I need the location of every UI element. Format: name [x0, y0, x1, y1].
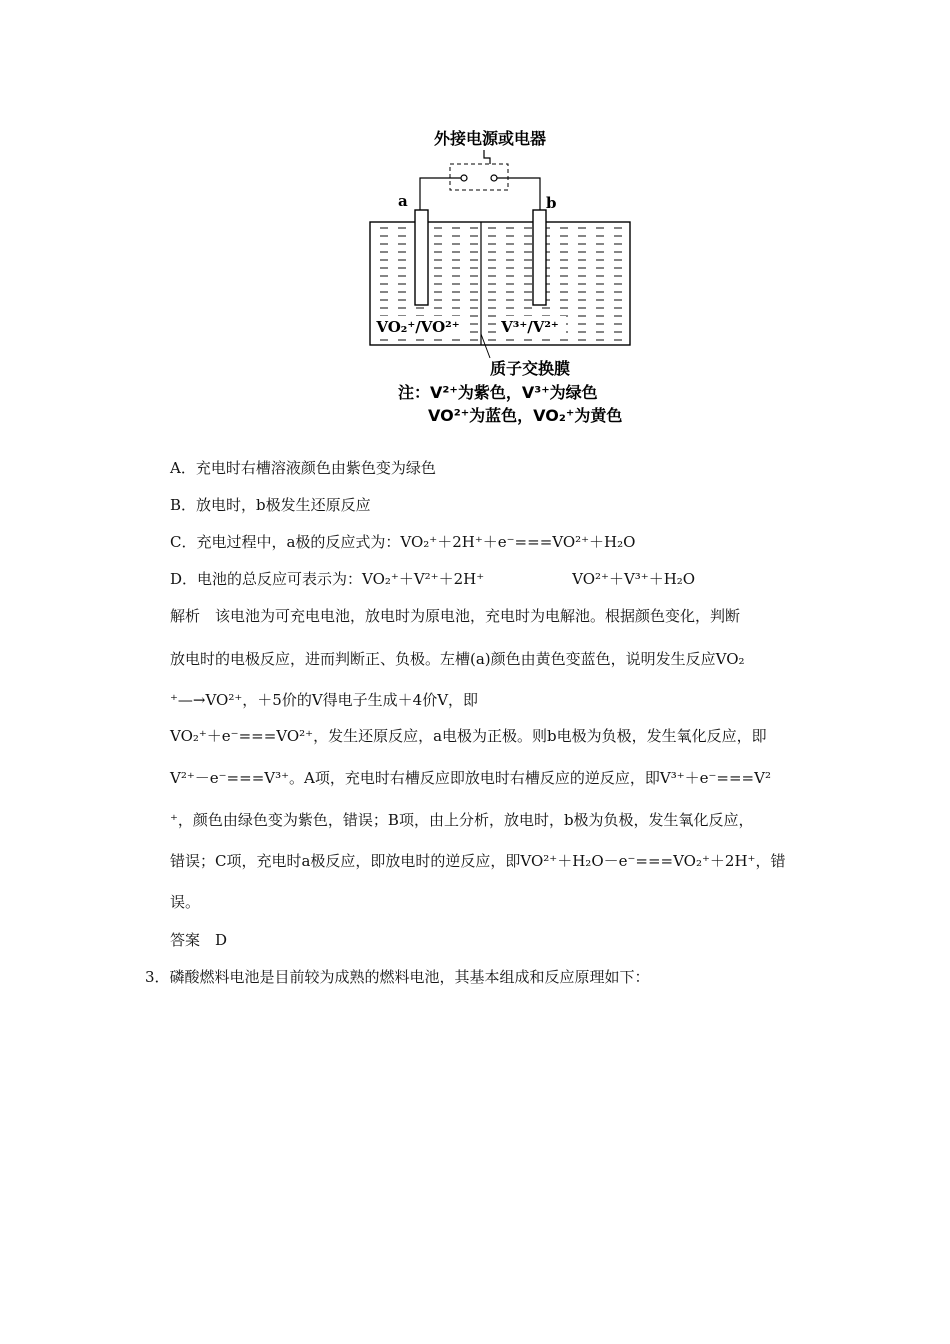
- battery-diagram-svg: [360, 120, 660, 430]
- analysis-line-4: VO₂⁺＋e⁻===VO²⁺，发生还原反应，a电极为正极。则b电极为负极，发生氧化反应，即: [170, 727, 767, 745]
- option-b: B．放电时，b极发生还原反应: [170, 496, 371, 514]
- analysis-line-1: 解析 该电池为可充电电池，放电时为原电池，充电时为电解池。根据颜色变化，判断: [170, 607, 741, 625]
- analysis-line-5: V²⁺－e⁻===V³⁺。A项，充电时右槽反应即放电时右槽反应的逆反应，即V³⁺＋e⁻===V²: [170, 769, 771, 787]
- analysis-line-2: 放电时的电极反应，进而判断正、负极。左槽(a)颜色由黄色变蓝色，说明发生反应VO₂: [170, 650, 745, 668]
- left-tank-label: VO₂⁺/VO²⁺: [376, 318, 460, 336]
- diagram-note-1: 注：V²⁺为紫色，V³⁺为绿色: [398, 383, 598, 402]
- option-a: A．充电时右槽溶液颜色由紫色变为绿色: [170, 459, 436, 477]
- analysis-line-8: 误。: [170, 893, 201, 911]
- answer: 答案 D: [170, 931, 228, 949]
- analysis-line-7: 错误；C项，充电时a极反应，即放电时的逆反应，即VO²⁺＋H₂O－e⁻===VO₂⁺＋2H⁺，错: [170, 852, 786, 870]
- membrane-label: 质子交换膜: [490, 359, 571, 378]
- battery-diagram: [360, 120, 660, 430]
- electrode-b: [533, 210, 546, 305]
- right-tank-label: V³⁺/V²⁺: [501, 318, 559, 336]
- option-c: C．充电过程中，a极的反应式为：VO₂⁺＋2H⁺＋e⁻===VO²⁺＋H₂O: [170, 533, 636, 551]
- option-d: [170, 569, 695, 589]
- option-d-left: D．电池的总反应可表示为：VO₂⁺＋V²⁺＋2H⁺: [170, 570, 485, 588]
- diagram-title: 外接电源或电器: [433, 129, 547, 148]
- analysis-line-6: ⁺，颜色由绿色变为紫色，错误；B项，由上分析，放电时，b极为负极，发生氧化反应，: [170, 811, 754, 829]
- question-3: 3．磷酸燃料电池是目前较为成熟的燃料电池，其基本组成和反应原理如下：: [145, 968, 650, 986]
- electrode-a-label: a: [398, 192, 408, 210]
- power-source-box: [450, 164, 508, 190]
- option-d-right: VO²⁺＋V³⁺＋H₂O: [572, 570, 696, 588]
- electrode-b-label: b: [546, 194, 557, 212]
- diagram-note-2: VO²⁺为蓝色，VO₂⁺为黄色: [428, 406, 623, 425]
- electrode-a: [415, 210, 428, 305]
- analysis-line-3: ⁺—→VO²⁺，＋5价的V得电子生成＋4价V，即: [170, 691, 479, 709]
